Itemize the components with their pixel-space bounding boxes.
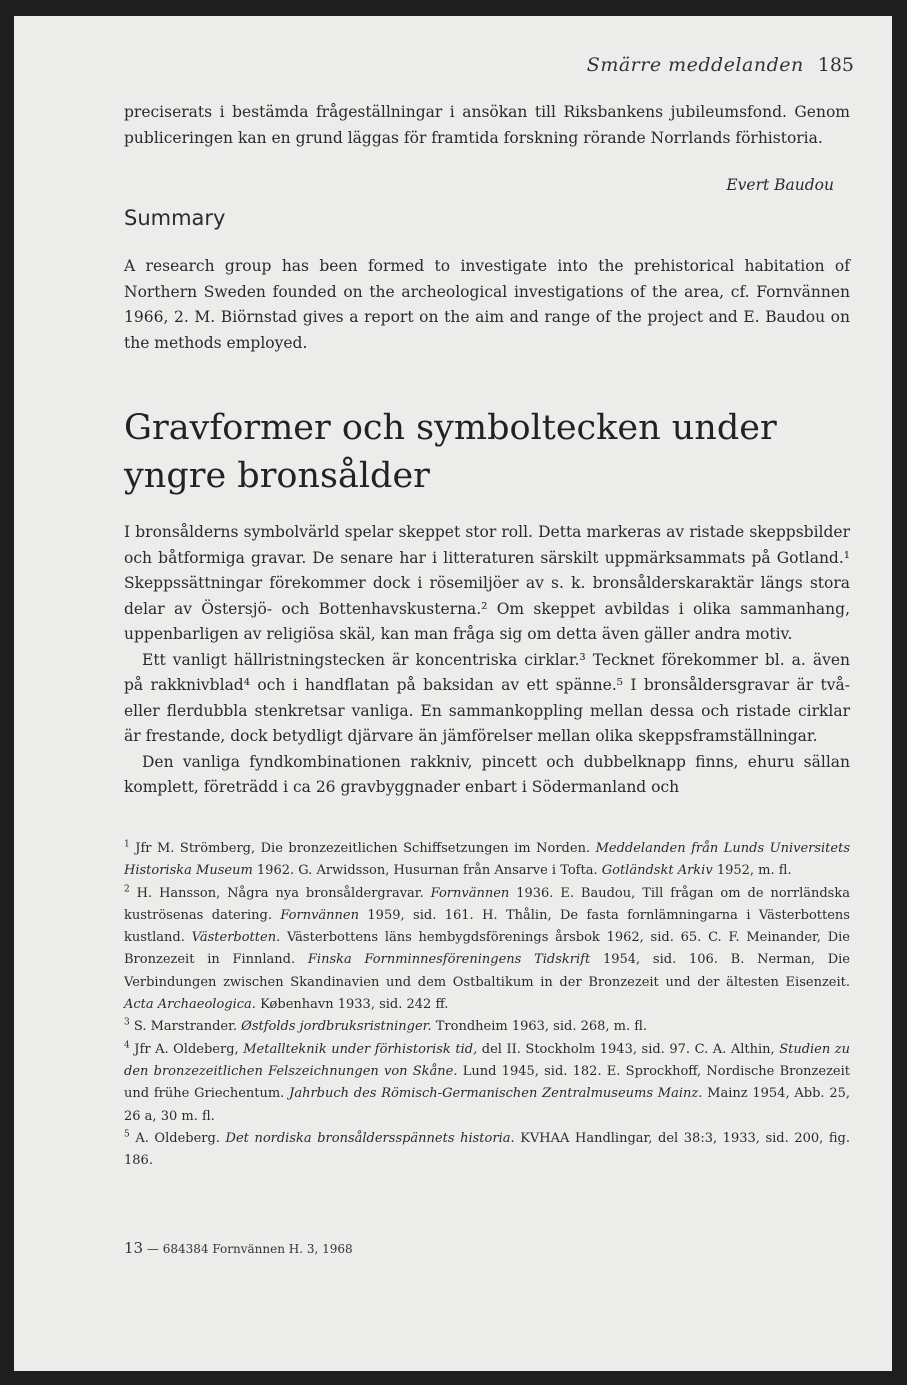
article-paragraph: I bronsålderns symbolvärld spelar skeppet stor roll. Detta markeras av ristade skeppsbilder och båtformiga gravar. De senare har i litteraturen särskilt uppmärksammats på Gotland.¹ Skeppssättningar förekommer dock i rösemiljöer av s. k. bronsålderskaraktär längs stora delar av Östersjö- och Bottenhavskusterna.² Om skeppet avbildas i olika sammanhang, uppenbarligen av religiösa skäl, kan man fråga sig om detta även gäller andra motiv.: [124, 523, 850, 643]
footnote-text: del II. Stockholm 1943, sid. 97. C. A. Althin,: [477, 1041, 780, 1057]
footnote-text: 1954, sid. 106. B. Nerman, Die Verbindungen zwischen Skandinavien und dem Ostbaltikum in der Bronzezeit und der ältesten Eisenzeit.: [124, 952, 850, 990]
footnote-text: Trondheim 1963, sid. 268, m. fl.: [431, 1019, 648, 1035]
footnote-italic-text: Fornvännen: [280, 907, 359, 923]
footnote-text: Jfr A. Oldeberg,: [134, 1041, 244, 1057]
footnote-italic-text: Finska Fornminnesföreningens Tidskrift: [307, 952, 591, 968]
document-page: [14, 16, 892, 1371]
footnote-text: S. Marstrander.: [133, 1019, 242, 1035]
article-paragraph: Den vanliga fyndkombinationen rakkniv, pincett och dubbelknapp finns, ehuru sällan komplett, företrädd i ca 26 gravbyggnader enbart i Södermanland och: [124, 752, 850, 796]
footnote-text: Jfr M. Strömberg, Die bronzezeitlichen Schiffsetzungen im Norden.: [135, 841, 596, 856]
footnotes: [124, 838, 850, 1172]
author-signature: Evert Baudou: [726, 176, 834, 194]
intro-paragraph: [124, 100, 850, 151]
footnote-number: 2: [124, 884, 130, 895]
footnote-text: 1936. E. Baudou, Till frågan om de norrländska kuströsenas datering.: [124, 885, 850, 923]
footnote-text: KVHAA Handlingar, del 38:3, 1933, sid. 200, fig. 186.: [124, 1130, 850, 1169]
sheet-number: 13: [124, 1239, 144, 1257]
footnote-italic-text: Det nordiska bronsåldersspännets historia.: [225, 1130, 515, 1146]
footnote-5: [124, 1128, 850, 1173]
footnote-number: 4: [124, 1040, 130, 1051]
footnote-text: Västerbottens läns hembygdsförenings årsbok 1962, sid. 65. C. F. Meinander, Die Bronzezeit in Finnland.: [124, 930, 850, 968]
footnote-italic-text: Fornvännen: [430, 885, 510, 901]
footnote-text: Lund 1945, sid. 182. E. Sprockhoff, Nordische Bronzezeit und frühe Griechentum.: [124, 1063, 850, 1102]
print-info: — 684384 Fornvännen H. 3, 1968: [146, 1242, 353, 1256]
footnote-text: 1952, m. fl.: [712, 863, 792, 879]
running-title: Smärre meddelanden: [586, 54, 804, 76]
article-title: Gravformer och symboltecken under yngre bronsålder: [124, 408, 777, 496]
page-number: 185: [817, 54, 854, 76]
intro-text: preciserats i bestämda frågeställningar i ansökan till Riksbankens jubileumsfond. Genom publiceringen kan en grund läggas för framtida forskning rörande Norrlands förhistoria.: [124, 103, 850, 147]
footnote-text: 1962. G. Arwidsson, Husurnan från Ansarve i Tofta.: [252, 863, 602, 879]
footnote-number: 5: [124, 1129, 130, 1140]
footnote-text: A. Oldeberg.: [135, 1130, 226, 1146]
footnote-3: [124, 1016, 850, 1038]
summary-paragraph: [124, 254, 850, 356]
footnote-italic-text: Metallteknik under förhistorisk tid,: [243, 1041, 478, 1057]
footnote-italic-text: Acta Archaeologica.: [124, 997, 256, 1013]
article-paragraph: Ett vanligt hällristningstecken är koncentriska cirklar.³ Tecknet förekommer bl. a. även på rakknivblad⁴ och i handflatan på baksidan av ett spänne.⁵ I bronsåldersgravar är två- eller flerdubbla stenkretsar vanliga. En sammankoppling mellan dessa och ristade cirklar är frestande, dock betydligt djärvare än jämförelser mellan olika skeppsframställningar.: [124, 650, 850, 745]
footnote-italic-text: Gotländskt Arkiv: [601, 863, 713, 879]
footnote-2: [124, 883, 850, 1017]
running-header: [14, 54, 854, 76]
footnote-text: H. Hansson, Några nya bronsåldergravar.: [136, 885, 431, 901]
page-footer: [124, 1239, 353, 1257]
footnote-italic-text: Västerbotten.: [191, 930, 281, 946]
footnote-text: Mainz 1954, Abb. 25, 26 a, 30 m. fl.: [124, 1086, 850, 1124]
footnote-number: 3: [124, 1018, 130, 1029]
summary-text: A research group has been formed to investigate into the prehistorical habitation of Northern Sweden founded on the archeological investigations of the area, cf. Fornvännen 1966, 2. M. Biörnstad gives a report on the aim and range of the project and E. Baudou on the methods employed.: [124, 257, 850, 352]
footnote-italic-text: Studien zu den bronzezeitlichen Felszeichnungen von Skåne.: [124, 1041, 851, 1079]
footnote-italic-text: Østfolds jordbruksristninger.: [241, 1019, 432, 1035]
footnote-1: [124, 838, 850, 883]
article-body: [124, 520, 850, 801]
footnote-italic-text: Jahrbuch des Römisch-Germanischen Zentralmuseums Mainz.: [289, 1086, 703, 1102]
footnote-number: 1: [124, 839, 130, 850]
footnote-text: 1959, sid. 161. H. Thålin, De fasta fornlämningarna i Västerbottens kustland.: [124, 907, 850, 946]
footnote-text: København 1933, sid. 242 ff.: [255, 997, 449, 1013]
footnote-4: [124, 1039, 850, 1128]
footnote-italic-text: Meddelanden från Lunds Universitets Historiska Museum: [124, 841, 850, 879]
summary-heading: Summary: [124, 206, 226, 230]
